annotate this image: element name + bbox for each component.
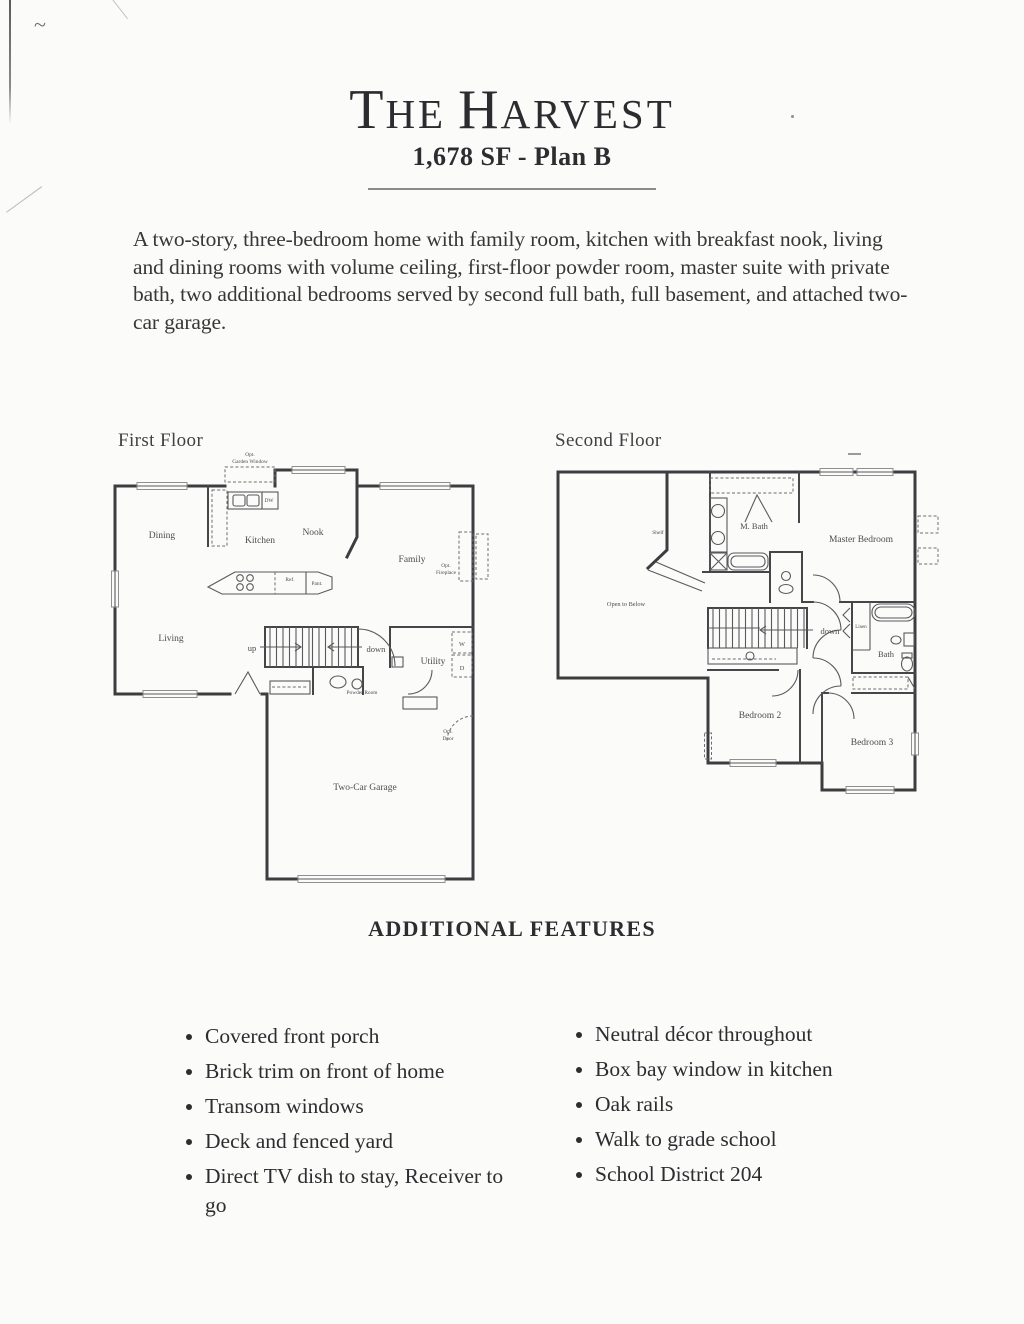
porch-step: [403, 697, 437, 709]
ff-room-labels: [149, 452, 465, 793]
second-floor-heading: Second Floor: [555, 430, 662, 451]
label-down: down: [366, 644, 386, 654]
scan-mark-slash: [111, 0, 128, 19]
under-stair-closet: [708, 648, 797, 664]
ff-fixtures: [208, 492, 437, 709]
document-header: [0, 79, 1024, 190]
feature-item: • Brick trim on front of home: [205, 1057, 505, 1086]
label-bedroom-2: Bedroom 2: [738, 711, 782, 721]
vanity-icon: [904, 633, 914, 646]
bed3-door-arc: [828, 693, 854, 719]
label-opt-door-1: Opt.: [443, 729, 453, 735]
label-up: up: [247, 643, 257, 653]
ff-nook-family-wall: [347, 486, 357, 557]
vanity-cabinet: [710, 498, 727, 552]
second-floor-plan-drawing: [550, 450, 942, 810]
cabinet-run: [212, 490, 227, 546]
label-kitchen: Kitchen: [244, 536, 276, 546]
title-word-the: THE: [349, 79, 447, 141]
shower-x: [710, 553, 727, 570]
feature-item: • Deck and fenced yard: [205, 1127, 505, 1156]
page-title: [0, 79, 1024, 141]
features-list-left: [172, 1022, 505, 1226]
hall-door-arc: [813, 686, 841, 714]
label-open-to-below: Open to Below: [606, 601, 646, 608]
feature-item: • Walk to grade school: [595, 1125, 915, 1154]
sf-stair-shelf-wall: [648, 472, 667, 568]
label-opt-garden-1: Opt.: [245, 452, 255, 458]
label-dryer: D: [459, 665, 465, 672]
label-opt-fireplace-2: Fireplace: [435, 570, 457, 576]
kitchen-island: [208, 572, 306, 594]
feature-item: • Transom windows: [205, 1092, 505, 1121]
sink-icon: [712, 505, 725, 518]
label-utility: Utility: [420, 657, 446, 667]
title-word-harvest: HARVEST: [458, 79, 675, 141]
garage-entry-door-arc: [408, 670, 432, 694]
first-floor-heading: First Floor: [118, 430, 204, 451]
feature-item: • Neutral décor throughout: [595, 1020, 915, 1049]
bifold-door: [235, 672, 260, 694]
scan-mark-tilde: ~: [34, 12, 46, 37]
feature-item: • Covered front porch: [205, 1022, 505, 1051]
label-garage: Two-Car Garage: [333, 783, 397, 793]
features-list-right: [562, 1020, 915, 1195]
label-fridge: Ref.: [285, 577, 295, 583]
bathtub-inner: [731, 556, 765, 567]
label-bedroom-3: Bedroom 3: [850, 738, 894, 748]
cooktop-burner: [247, 575, 254, 582]
cooktop-burner: [237, 584, 244, 591]
master-door-arc: [813, 575, 840, 602]
label-linen: Linen: [855, 625, 867, 630]
label-pantry: Pant.: [311, 581, 323, 587]
additional-features-heading: ADDITIONAL FEATURES: [368, 916, 656, 941]
label-master-bedroom: Master Bedroom: [828, 535, 894, 545]
ff-optional-dashed: [212, 467, 488, 742]
window-seat-box: [918, 548, 938, 564]
feature-item: • Oak rails: [595, 1090, 915, 1119]
opt-fireplace-box-outer: [476, 534, 488, 579]
sink-icon: [247, 495, 259, 506]
label-dining: Dining: [148, 531, 176, 541]
hall-door-arc: [813, 658, 841, 686]
sink-icon: [233, 495, 245, 506]
linen-door-fold: [843, 608, 850, 638]
label-shelf: Shelf: [652, 530, 664, 536]
label-nook: Nook: [302, 528, 324, 538]
label-down: down: [820, 626, 840, 636]
sink-icon: [891, 636, 901, 644]
label-opt-garden-2: Garden Window: [232, 459, 268, 465]
opt-fireplace-box: [459, 532, 473, 581]
first-floor-plan-drawing: [110, 448, 490, 884]
label-powder-room: Powder Room: [346, 690, 378, 696]
toilet-icon: [782, 572, 791, 581]
toilet-icon: [330, 676, 346, 688]
sink-icon: [712, 532, 725, 545]
ff-windows: [112, 467, 454, 883]
feature-item: • School District 204: [595, 1160, 915, 1189]
water-heater: [392, 657, 403, 667]
toilet-base: [779, 585, 793, 594]
label-dishwasher: DW: [264, 498, 274, 504]
label-washer: W: [459, 641, 465, 648]
wardrobe-closet: [710, 478, 793, 493]
toilet-icon: [902, 657, 913, 671]
mbath-door-fold: [745, 495, 772, 522]
label-family: Family: [398, 555, 426, 565]
divider-rule: [368, 188, 656, 190]
feature-item: • Box bay window in kitchen: [595, 1055, 915, 1084]
label-bath: Bath: [877, 649, 895, 659]
opt-garden-window-box: [225, 467, 275, 482]
scan-mark-diagonal: [6, 186, 42, 213]
label-living: Living: [158, 634, 184, 644]
window-seat-box: [918, 516, 938, 533]
feature-item: • Direct TV dish to stay, Receiver to go: [205, 1162, 505, 1219]
bathtub-inner: [875, 607, 912, 618]
bed2-door-arc: [772, 670, 798, 696]
cooktop-burner: [247, 584, 254, 591]
label-mbath: M. Bath: [740, 521, 768, 531]
label-opt-door-2: Door: [442, 736, 454, 742]
description-paragraph: A two-story, three-bedroom home with family room, kitchen with breakfast nook, living and dining rooms with volume ceiling, first-floor powder room, master suite with private bath, two additional bedrooms served by second full bath, full basement, and attached two-car garage.: [133, 227, 908, 334]
bed3-closet: [853, 677, 908, 689]
open-below-rail: [648, 562, 705, 591]
cooktop-burner: [237, 575, 244, 582]
page-subtitle: 1,678 SF - Plan B: [412, 142, 612, 171]
sf-interior-walls: [648, 472, 915, 763]
sink-icon: [352, 679, 362, 689]
label-opt-fireplace-1: Opt.: [441, 563, 451, 569]
